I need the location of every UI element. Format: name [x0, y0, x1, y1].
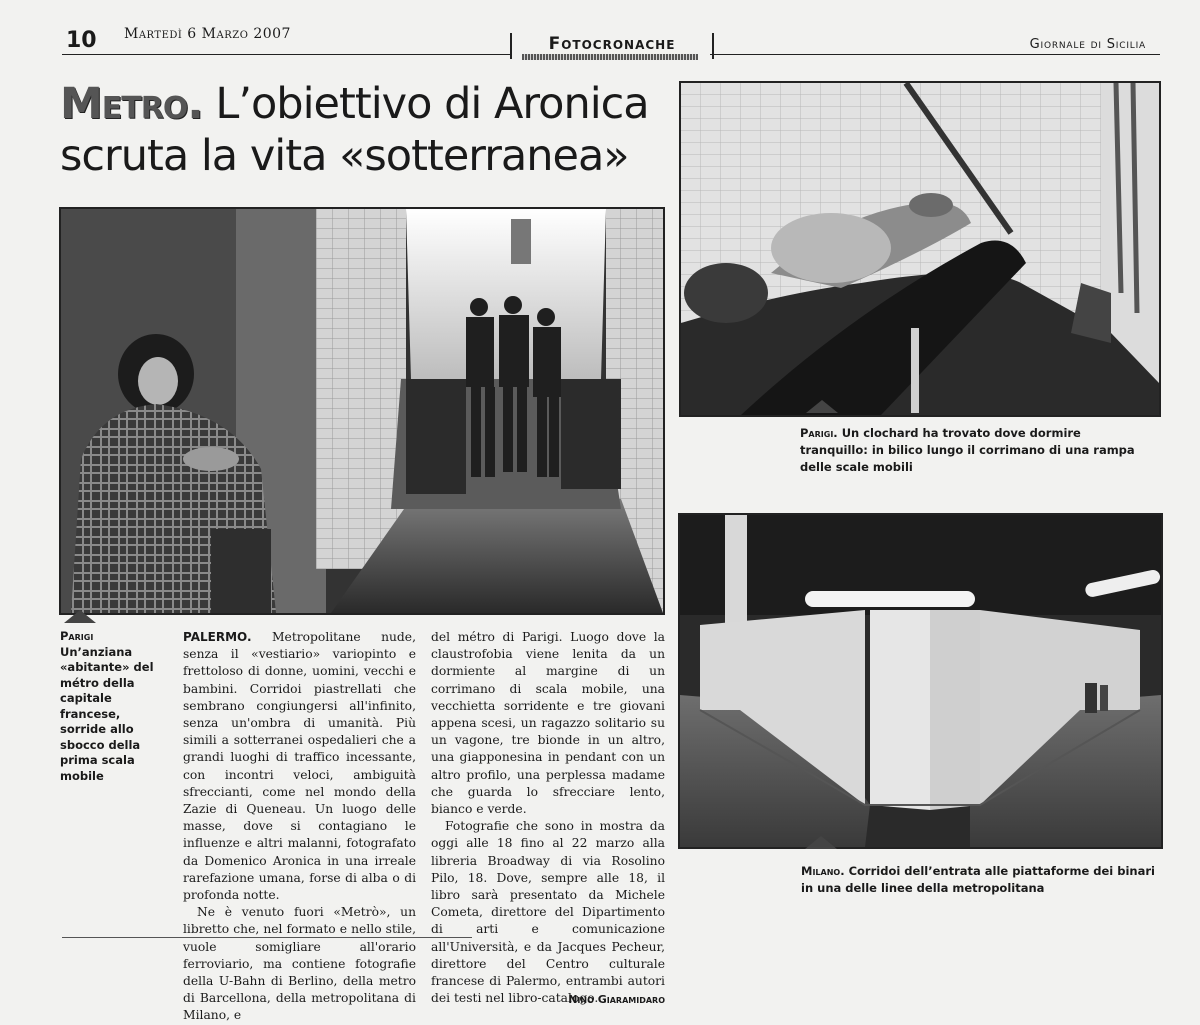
page-number: 10 [66, 28, 97, 53]
issue-date: Martedì 6 Marzo 2007 [124, 26, 291, 42]
caption-main [60, 629, 170, 784]
caption-pointer-milan [805, 836, 837, 849]
masthead-rule-left [62, 54, 512, 55]
article-paragraph-4: Fotografie che sono in mostra da oggi alle 18 fino al 22 marzo alla libreria Broadway di via Rosolino Pilo, 18. Dove, sempre alle 18, il libro sarà presentato da Michele Cometa, direttore del Dipartimento di arti e comunicazione all'Università, e da Jacques Pecheur, direttore del Centro culturale francese di Palermo, entrambi autori dei testi nel libro-catalogo. [431, 819, 665, 1006]
bottom-rule [62, 937, 472, 938]
article-dateline: PALERMO. [183, 630, 252, 644]
masthead-rule-right [710, 54, 1160, 55]
headline [60, 78, 680, 182]
article-paragraph-3: del métro di Parigi. Luogo dove la claustrofobia viene lenita da un dormiente al margine di un corrimano di scala mobile, una vecchietta sorridente e tre giovani appena scesi, un ragazzo solitario su un vagone, tre bionde in un altro, una giapponesina in pendant con un altro profilo, una perplessa madame che guarda lo sfrecciare lento, bianco e verde. [431, 630, 665, 817]
article-column-1 [183, 629, 416, 1025]
caption-paris-text: Un clochard ha trovato dove dormire tranquillo: in bilico lungo il corrimano di una rampa delle scale mobili [800, 426, 1135, 474]
caption-paris [800, 425, 1140, 476]
milan-photo [678, 513, 1163, 849]
caption-milan [801, 863, 1161, 897]
article-column-2 [431, 629, 665, 1009]
article-paragraph-1-text: Metropolitane nude, senza il «vestiario» variopinto e frettoloso di donne, uomini, vecchi e bambini. Corridoi piastrellati che sembrano congiungersi all'infinito, senza un'ombra di umanità. Più simili a sotterranei ospedalieri che a grandi luoghi di traffico incessante, con incontri veloci, ambiguità sfreccianti, come nel mondo della Zazie di Queneau. Un luogo delle masse, dove si contagiano le influenze e altri malanni, fotografato da Domenico Aronica in una irreale rarefazione umana, forse di alba o di profonda notte. [183, 630, 416, 903]
caption-main-text: Un’anziana «abitante» del métro della capitale francese, sorride allo sbocco della prima scala mobile [60, 644, 154, 783]
main-photo [59, 207, 665, 615]
caption-milan-text: Corridoi dell’entrata alle piattaforme dei binari in una delle linee della metropolitana [801, 864, 1155, 895]
section-underline [522, 54, 698, 60]
headline-line-1: L’obiettivo di Aronica [215, 79, 649, 129]
caption-pointer-paris [806, 400, 838, 413]
article-byline: Nino Giaramidaro [568, 993, 665, 1007]
section-label: Fotocronache [548, 34, 676, 54]
article-paragraph-1 [183, 629, 416, 904]
article-paragraph-2: Ne è venuto fuori «Metrò», un libretto che, nel formato e nello stile, vuole somigliare all'orario ferroviario, ma contiene fotografie della U-Bahn di Berlino, della metro di Barcellona, della metropolitana di Milano, e [183, 905, 416, 1023]
caption-pointer-main [64, 610, 96, 623]
newspaper-name: Giornale di Sicilia [1029, 37, 1146, 52]
headline-line-2: scruta la vita «sotterranea» [60, 131, 629, 181]
headline-kicker: Metro. [60, 79, 203, 129]
caption-milan-place: Milano. [801, 864, 845, 878]
caption-paris-place: Parigi. [800, 426, 838, 440]
paris-photo [679, 81, 1161, 417]
caption-main-place: Parigi [60, 629, 94, 643]
